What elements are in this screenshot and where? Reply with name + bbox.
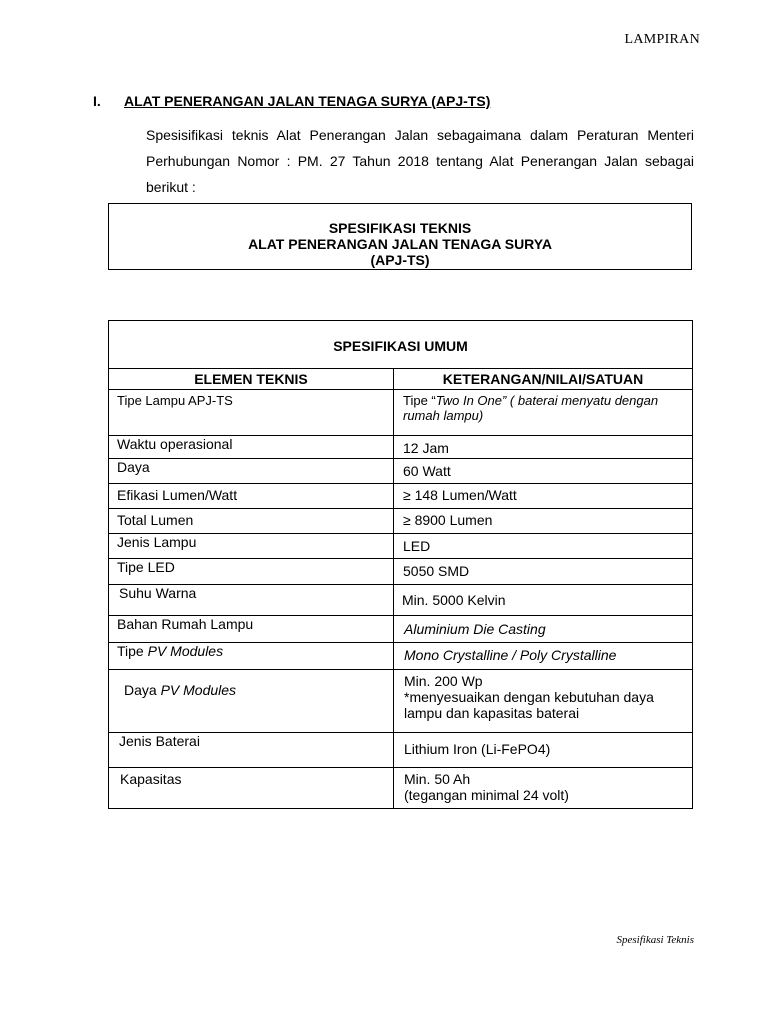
footer-note: Spesifikasi Teknis <box>616 934 694 946</box>
value-label: Lithium Iron (Li-FePO4) <box>404 741 551 757</box>
section-title: ALAT PENERANGAN JALAN TENAGA SURYA (APJ-TS) <box>124 93 491 109</box>
element-cell <box>109 670 394 733</box>
table-row <box>109 733 693 768</box>
spec-title-line3: (APJ-TS) <box>370 252 430 268</box>
value-part: Tipe “ <box>403 393 436 408</box>
col-header-value: KETERANGAN/NILAI/SATUAN <box>394 369 693 390</box>
value-cell <box>394 616 693 643</box>
element-label <box>109 643 393 659</box>
element-label: Tipe Lampu APJ-TS <box>117 393 233 408</box>
spec-title-line2: ALAT PENERANGAN JALAN TENAGA SURYA <box>248 236 552 252</box>
value-label <box>394 390 692 423</box>
element-cell <box>109 390 394 436</box>
element-label: Waktu operasional <box>117 436 233 452</box>
element-cell <box>109 459 394 484</box>
element-label <box>109 670 393 698</box>
value-cell <box>394 534 693 559</box>
table-row <box>109 585 693 616</box>
spec-title-line1: SPESIFIKASI TEKNIS <box>328 220 472 236</box>
table-row <box>109 390 693 436</box>
value-label: ≥ 148 Lumen/Watt <box>403 487 517 503</box>
table-row <box>109 616 693 643</box>
element-cell <box>109 768 394 809</box>
table-row <box>109 643 693 670</box>
value-part-italic: Two In One <box>435 393 502 408</box>
value-line: Min. 200 Wp <box>404 673 483 689</box>
element-cell <box>109 559 394 585</box>
value-label <box>394 670 692 721</box>
element-part: Daya <box>124 682 161 698</box>
value-label: Mono Crystalline / Poly Crystalline <box>404 647 617 663</box>
value-line: (tegangan minimal 24 volt) <box>404 787 569 803</box>
value-label: ≥ 8900 Lumen <box>403 512 493 528</box>
element-label: Total Lumen <box>117 512 194 528</box>
value-part-italic: ” ( baterai menyatu dengan rumah lampu) <box>403 393 659 423</box>
value-cell <box>394 768 693 809</box>
element-cell <box>109 484 394 509</box>
section-number: I. <box>93 93 101 109</box>
value-cell <box>394 643 693 670</box>
value-cell <box>394 436 693 459</box>
element-cell <box>109 534 394 559</box>
element-label: Jenis Lampu <box>117 534 197 550</box>
table-caption-row <box>109 321 693 369</box>
value-label: 60 Watt <box>403 463 451 479</box>
value-line: *menyesuaikan dengan kebutuhan daya lampu dan kapasitas baterai <box>404 689 654 721</box>
element-label: Efikasi Lumen/Watt <box>117 487 238 503</box>
element-label: Jenis Baterai <box>119 733 200 749</box>
table-row <box>109 459 693 484</box>
table-row <box>109 534 693 559</box>
element-label: Suhu Warna <box>119 585 197 601</box>
col-header-element: ELEMEN TEKNIS <box>109 369 394 390</box>
element-label: Daya <box>117 459 150 475</box>
value-cell <box>394 484 693 509</box>
table-caption: SPESIFIKASI UMUM <box>109 321 693 369</box>
value-cell <box>394 390 693 436</box>
value-cell <box>394 509 693 534</box>
value-label: 12 Jam <box>403 440 449 456</box>
element-cell <box>109 436 394 459</box>
value-cell <box>394 733 693 768</box>
element-label: Kapasitas <box>120 771 182 787</box>
value-label: Min. 5000 Kelvin <box>402 592 506 608</box>
element-label: Bahan Rumah Lampu <box>117 616 254 632</box>
table-row <box>109 484 693 509</box>
value-label: LED <box>403 538 431 554</box>
appendix-label: LAMPIRAN <box>624 32 700 47</box>
element-label: Tipe LED <box>117 559 175 575</box>
table-row <box>109 436 693 459</box>
element-cell <box>109 733 394 768</box>
element-cell <box>109 509 394 534</box>
element-cell <box>109 616 394 643</box>
value-cell <box>394 585 693 616</box>
table-row <box>109 670 693 733</box>
value-label: Aluminium Die Casting <box>404 621 546 637</box>
table-row <box>109 768 693 809</box>
element-part-italic: PV Modules <box>160 682 237 698</box>
table-header-row <box>109 369 693 390</box>
value-cell <box>394 459 693 484</box>
element-part: Tipe <box>117 643 148 659</box>
spec-table <box>108 320 693 809</box>
value-cell <box>394 670 693 733</box>
value-cell <box>394 559 693 585</box>
value-label: 5050 SMD <box>403 563 470 579</box>
spec-title-box <box>108 203 692 270</box>
value-label <box>394 768 692 803</box>
element-cell <box>109 585 394 616</box>
value-line: Min. 50 Ah <box>404 771 471 787</box>
table-row <box>109 559 693 585</box>
intro-paragraph: Spesisifikasi teknis Alat Penerangan Jalan sebagaimana dalam Peraturan Menteri Perhubungan Nomor : PM. 27 Tahun 2018 tentang Alat Penerangan Jalan sebagai berikut : <box>146 127 694 195</box>
element-cell <box>109 643 394 670</box>
table-row <box>109 509 693 534</box>
element-part-italic: PV Modules <box>147 643 224 659</box>
